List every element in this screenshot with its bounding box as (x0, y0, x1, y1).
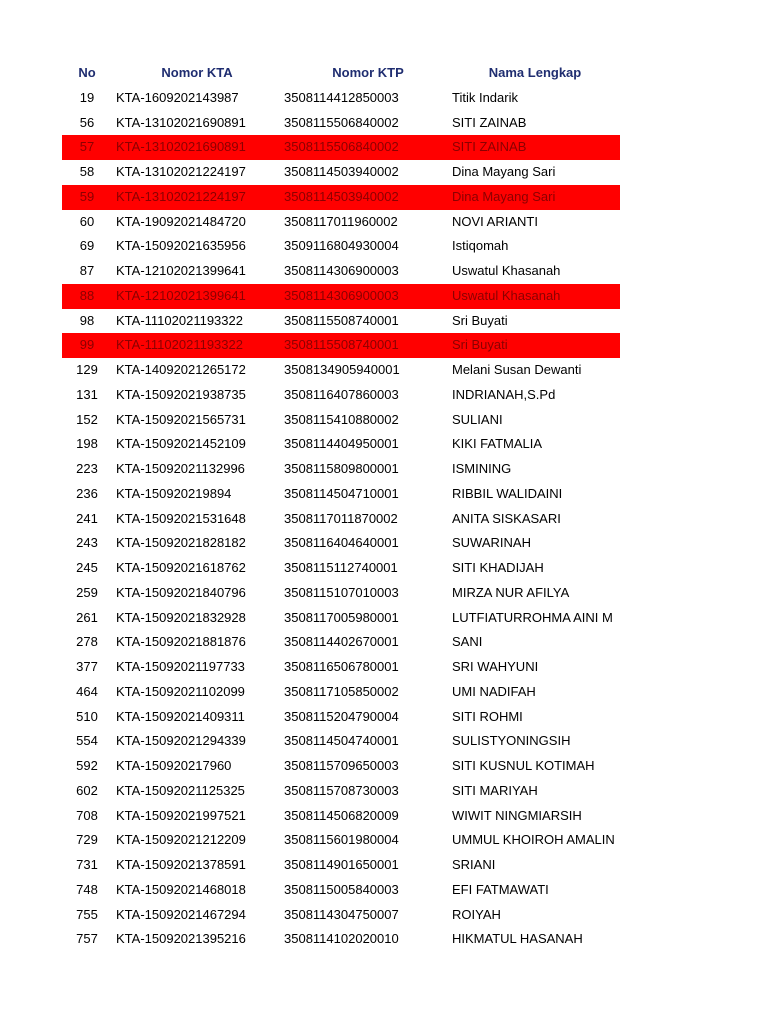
cell-nomor-kta: KTA-15092021531648 (116, 510, 246, 526)
cell-nomor-ktp: 3508115709650003 (284, 758, 399, 773)
cell-nama-lengkap: Dina Mayang Sari (452, 164, 556, 179)
cell-nomor-kta: KTA-15092021395216 (116, 931, 246, 947)
cell-no: 755 (76, 906, 98, 922)
cell-nomor-ktp: 3508115410880002 (284, 411, 399, 427)
cell-nomor-ktp: 3508117011960002 (284, 213, 398, 229)
table-row (62, 383, 620, 408)
cell-no: 510 (76, 708, 98, 724)
cell-nomor-ktp: 3509116804930004 (284, 238, 399, 254)
table-row (62, 705, 620, 730)
cell-no: 554 (76, 733, 98, 749)
cell-no: 56 (79, 114, 95, 130)
cell-no: 223 (76, 461, 98, 476)
cell-nomor-ktp: 3508115506840002 (284, 139, 399, 155)
table-row (62, 630, 620, 655)
cell-nomor-ktp: 3508114102020010 (284, 931, 399, 947)
table-row (62, 210, 620, 235)
cell-nomor-ktp: 3508114306900003 (284, 287, 399, 303)
cell-nomor-kta: KTA-15092021409311 (116, 708, 245, 724)
table-row (62, 86, 620, 111)
table-row (62, 655, 620, 680)
cell-nomor-ktp: 3508116407860003 (284, 386, 399, 402)
header-no: No (78, 65, 96, 80)
cell-nama-lengkap: MIRZA NUR AFILYA (452, 584, 570, 600)
cell-nomor-kta: KTA-15092021618762 (116, 560, 246, 575)
cell-no: 152 (76, 411, 98, 427)
cell-nomor-ktp: 3508114503940002 (284, 164, 399, 179)
cell-nomor-ktp: 3508114504740001 (284, 733, 399, 749)
cell-nomor-ktp: 3508115204790004 (284, 708, 399, 724)
cell-nama-lengkap: LUTFIATURROHMA AINI M (452, 609, 613, 625)
cell-nomor-kta: KTA-15092021468018 (116, 881, 246, 897)
cell-nama-lengkap: UMI NADIFAH (452, 683, 536, 699)
cell-no: 59 (79, 188, 95, 204)
cell-no: 245 (76, 560, 98, 575)
cell-nomor-ktp: 3508114503940002 (284, 188, 399, 204)
cell-nomor-kta: KTA-15092021938735 (116, 386, 246, 402)
cell-nomor-ktp: 3508115112740001 (284, 560, 398, 575)
cell-nama-lengkap: Sri Buyati (452, 337, 508, 353)
cell-no: 278 (76, 634, 98, 650)
cell-nomor-kta: KTA-15092021378591 (116, 857, 246, 872)
cell-nomor-ktp: 3508115708730003 (284, 782, 399, 798)
cell-nomor-kta: KTA-15092021635956 (116, 238, 246, 254)
cell-nomor-kta: KTA-150920217960 (116, 758, 232, 773)
cell-no: 261 (76, 609, 98, 625)
cell-nomor-kta: KTA-11102021193322 (116, 337, 243, 353)
cell-nama-lengkap: SITI KUSNUL KOTIMAH (452, 758, 595, 773)
cell-nama-lengkap: Melani Susan Dewanti (452, 362, 582, 377)
cell-no: 58 (79, 164, 95, 179)
cell-nomor-kta: KTA-15092021212209 (116, 832, 246, 848)
table-row (62, 804, 620, 829)
table-row (62, 606, 620, 631)
cell-nomor-kta: KTA-19092021484720 (116, 213, 246, 229)
cell-nama-lengkap: ISMINING (452, 461, 512, 476)
cell-nomor-ktp: 3508117005980001 (284, 609, 399, 625)
cell-nama-lengkap: ROIYAH (452, 906, 501, 922)
cell-nomor-kta: KTA-15092021452109 (116, 436, 246, 452)
cell-nomor-kta: KTA-15092021132996 (116, 461, 245, 476)
cell-nomor-kta: KTA-150920219894 (116, 485, 232, 501)
cell-no: 236 (76, 485, 98, 501)
cell-nama-lengkap: Titik Indarik (452, 89, 518, 105)
cell-no: 129 (76, 362, 98, 377)
cell-nomor-ktp: 3508115508740001 (284, 312, 399, 328)
cell-nomor-kta: KTA-15092021102099 (116, 683, 245, 699)
cell-no: 757 (76, 931, 98, 947)
table-body (62, 86, 620, 952)
header-nama-lengkap: Nama Lengkap (488, 65, 582, 80)
cell-nama-lengkap: SITI ROHMI (452, 708, 523, 724)
cell-no: 88 (79, 287, 95, 303)
table-row (62, 482, 620, 507)
cell-nama-lengkap: SRIANI (452, 857, 496, 872)
cell-nomor-kta: KTA-15092021565731 (116, 411, 246, 427)
cell-nama-lengkap: Uswatul Khasanah (452, 287, 561, 303)
cell-nama-lengkap: HIKMATUL HASANAH (452, 931, 583, 947)
table-row (62, 160, 620, 185)
cell-nama-lengkap: WIWIT NINGMIARSIH (452, 807, 582, 823)
cell-nama-lengkap: EFI FATMAWATI (452, 881, 549, 897)
cell-nomor-ktp: 3508114402670001 (284, 634, 399, 650)
table-row (62, 358, 620, 383)
cell-nomor-kta: KTA-13102021690891 (116, 139, 246, 155)
cell-nomor-kta: KTA-15092021125325 (116, 782, 245, 798)
cell-nomor-ktp: 3508116506780001 (284, 659, 399, 674)
cell-nomor-ktp: 3508115809800001 (284, 461, 399, 476)
table-row-highlighted (62, 333, 620, 358)
cell-no: 99 (79, 337, 95, 353)
table-row (62, 457, 620, 482)
cell-nama-lengkap: SANI (452, 634, 483, 650)
cell-nomor-kta: KTA-15092021467294 (116, 906, 246, 922)
cell-nama-lengkap: SITI KHADIJAH (452, 560, 544, 575)
cell-nomor-ktp: 3508117011870002 (284, 510, 398, 526)
cell-no: 602 (76, 782, 98, 798)
table-row (62, 556, 620, 581)
cell-nomor-kta: KTA-15092021881876 (116, 634, 246, 650)
cell-nama-lengkap: KIKI FATMALIA (452, 436, 543, 452)
table-row-highlighted (62, 185, 620, 210)
table-row (62, 408, 620, 433)
cell-nama-lengkap: Uswatul Khasanah (452, 263, 561, 278)
table-row (62, 531, 620, 556)
cell-nama-lengkap: SITI MARIYAH (452, 782, 538, 798)
table-row (62, 754, 620, 779)
cell-no: 60 (79, 213, 95, 229)
cell-no: 729 (76, 832, 98, 848)
cell-nama-lengkap: ANITA SISKASARI (452, 510, 561, 526)
table-row (62, 259, 620, 284)
cell-nomor-ktp: 3508115508740001 (284, 337, 399, 353)
cell-nomor-ktp: 3508115107010003 (284, 584, 399, 600)
cell-nomor-ktp: 3508114304750007 (284, 906, 399, 922)
cell-nama-lengkap: INDRIANAH,S.Pd (452, 386, 556, 402)
cell-nama-lengkap: SULIANI (452, 411, 503, 427)
table-row (62, 581, 620, 606)
cell-nomor-ktp: 3508114404950001 (284, 436, 399, 452)
table-row-highlighted (62, 135, 620, 160)
cell-nama-lengkap: SITI ZAINAB (452, 114, 527, 130)
cell-nama-lengkap: SITI ZAINAB (452, 139, 527, 155)
cell-no: 377 (76, 659, 98, 674)
cell-no: 69 (79, 238, 95, 254)
cell-nomor-ktp: 3508115506840002 (284, 114, 399, 130)
table-row (62, 828, 620, 853)
cell-no: 241 (76, 510, 98, 526)
cell-no: 131 (76, 386, 98, 402)
cell-nomor-kta: KTA-12102021399641 (116, 287, 246, 303)
cell-nomor-ktp: 3508114506820009 (284, 807, 399, 823)
cell-no: 57 (79, 139, 95, 155)
table-row (62, 680, 620, 705)
cell-no: 259 (76, 584, 98, 600)
cell-nomor-kta: KTA-15092021840796 (116, 584, 246, 600)
cell-nama-lengkap: UMMUL KHOIROH AMALIN (452, 832, 615, 848)
cell-no: 198 (76, 436, 98, 452)
cell-nomor-ktp: 3508117105850002 (284, 683, 399, 699)
cell-no: 731 (76, 857, 98, 872)
cell-nama-lengkap: Sri Buyati (452, 312, 508, 328)
cell-nomor-kta: KTA-13102021224197 (116, 188, 246, 204)
table-row (62, 309, 620, 334)
table-row (62, 903, 620, 928)
cell-nomor-kta: KTA-15092021294339 (116, 733, 246, 749)
table-row (62, 729, 620, 754)
cell-nomor-kta: KTA-15092021828182 (116, 535, 246, 551)
cell-nomor-ktp: 3508114306900003 (284, 263, 399, 278)
cell-nomor-kta: KTA-13102021690891 (116, 114, 246, 130)
cell-nomor-ktp: 3508116404640001 (284, 535, 399, 551)
table-row-highlighted (62, 284, 620, 309)
table-row (62, 779, 620, 804)
cell-nomor-kta: KTA-12102021399641 (116, 263, 246, 278)
cell-no: 464 (76, 683, 98, 699)
table-row (62, 432, 620, 457)
cell-nomor-kta: KTA-11102021193322 (116, 312, 243, 328)
table-row (62, 853, 620, 878)
table-row (62, 111, 620, 136)
cell-nomor-kta: KTA-14092021265172 (116, 362, 246, 377)
cell-no: 87 (79, 263, 95, 278)
table-row (62, 927, 620, 952)
header-nomor-kta: Nomor KTA (161, 65, 233, 80)
cell-nomor-ktp: 3508115601980004 (284, 832, 399, 848)
cell-nomor-ktp: 3508114504710001 (284, 485, 399, 501)
table-header (62, 61, 620, 86)
cell-no: 243 (76, 535, 98, 551)
cell-nama-lengkap: SRI WAHYUNI (452, 659, 539, 674)
cell-nomor-kta: KTA-13102021224197 (116, 164, 246, 179)
cell-no: 98 (79, 312, 95, 328)
table-row (62, 507, 620, 532)
member-table (62, 61, 620, 952)
cell-nomor-kta: KTA-15092021997521 (116, 807, 246, 823)
cell-nama-lengkap: RIBBIL WALIDAINI (452, 485, 563, 501)
table-row (62, 234, 620, 259)
cell-no: 592 (76, 758, 98, 773)
cell-nomor-ktp: 3508114901650001 (284, 857, 399, 872)
cell-nomor-ktp: 3508134905940001 (284, 362, 400, 377)
cell-nomor-kta: KTA-15092021832928 (116, 609, 246, 625)
cell-nomor-ktp: 3508114412850003 (284, 89, 399, 105)
table-row (62, 878, 620, 903)
cell-nomor-ktp: 3508115005840003 (284, 881, 399, 897)
cell-no: 748 (76, 881, 98, 897)
cell-nama-lengkap: SUWARINAH (452, 535, 531, 551)
header-nomor-ktp: Nomor KTP (332, 65, 404, 80)
cell-nama-lengkap: Dina Mayang Sari (452, 188, 556, 204)
cell-no: 708 (76, 807, 98, 823)
cell-no: 19 (79, 89, 95, 105)
cell-nomor-kta: KTA-15092021197733 (116, 659, 245, 674)
cell-nomor-kta: KTA-1609202143987 (116, 89, 239, 105)
cell-nama-lengkap: SULISTYONINGSIH (452, 733, 571, 749)
cell-nama-lengkap: NOVI ARIANTI (452, 213, 538, 229)
cell-nama-lengkap: Istiqomah (452, 238, 509, 254)
